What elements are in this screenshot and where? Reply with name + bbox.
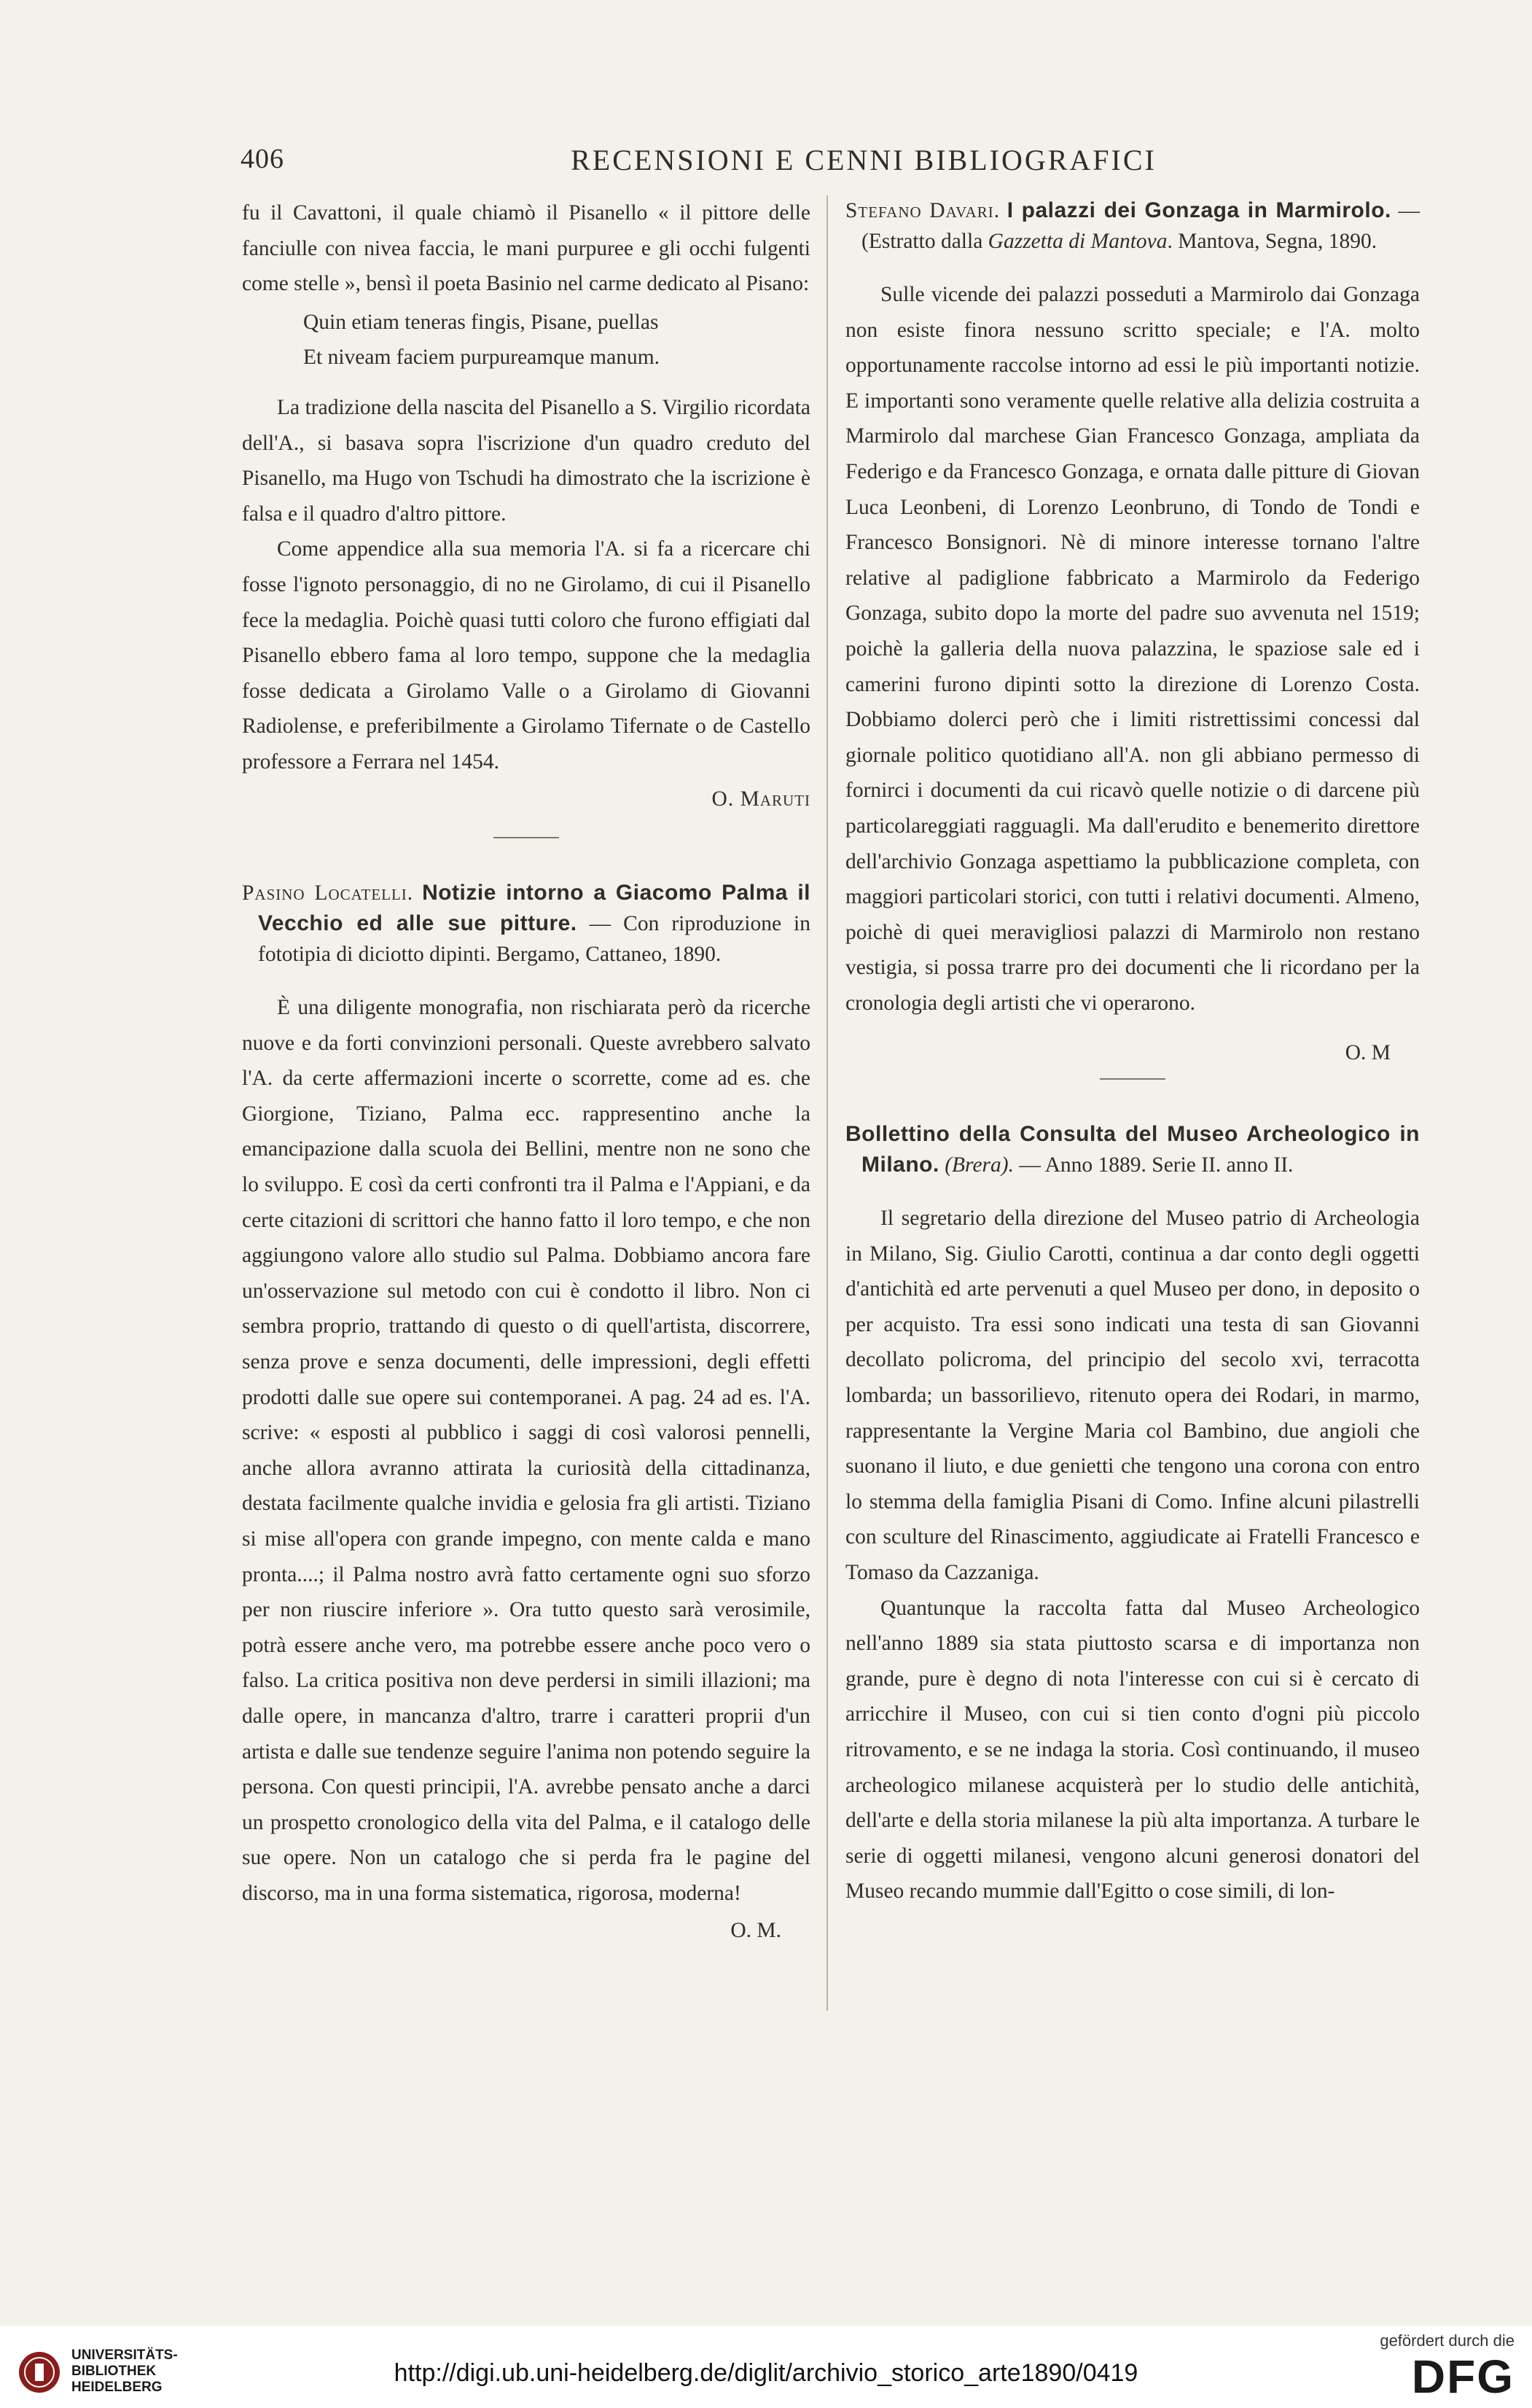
paragraph: La tradizione della nascita del Pisanello a S. Virgilio ricordata dell'A., si basava sopra l'iscrizione d'un quadro creduto del Pisanello, ma Hugo von Tschudi ha dimostrato che la iscrizione è falsa e il quadro d'altro pittore. xyxy=(242,395,810,526)
section-rule xyxy=(493,837,559,838)
library-name-line: UNIVERSITÄTS- xyxy=(71,2347,178,2363)
journal-subtitle: (Brera). xyxy=(945,1153,1014,1177)
paragraph: Il segretario della direzione del Museo patrio di Archeologia in Milano, Sig. Giulio Carotti, continua a dar conto degli oggetti d'antichità ed arte pervenuti a quel Museo per dono, in deposito o per acquisto. Tra essi sono indicati una testa di san Giovanni decollato policroma, del principio del secolo xvi, terracotta lombarda; un bassorilievo, ritenuto opera dei Rodari, in marmo, rappresentante la Vergine Maria col Bambino, due angioli che suonano il liuto, e due genietti che tengono una corona con entro lo stemma della famiglia Pisani di Como. Infine alcuni pilastrelli con sculture del Rinascimento, aggiudicate ai Fratelli Francesco e Tomaso da Cazzaniga. xyxy=(845,1207,1420,1584)
page-number: 406 xyxy=(241,144,284,174)
review-publication-info: . Mantova, Segna, 1890. xyxy=(1167,230,1377,253)
right-column xyxy=(845,195,1420,1909)
verse-quote xyxy=(242,305,810,375)
signature: O. M xyxy=(1345,1041,1391,1065)
dfg-logo: DFG xyxy=(1411,2350,1515,2403)
column-divider xyxy=(826,195,828,2011)
review-author: Stefano Davari. xyxy=(845,199,1001,222)
left-column xyxy=(242,195,810,1948)
review-title: I palazzi dei Gonzaga in Marmirolo. xyxy=(1007,198,1391,222)
review-heading xyxy=(242,878,810,970)
journal-title: Gazzetta di Mantova xyxy=(988,230,1168,253)
digitization-footer xyxy=(0,2326,1532,2408)
review-heading xyxy=(845,1119,1420,1180)
running-title: RECENSIONI E CENNI BIBLIOGRAFICI xyxy=(571,144,1157,176)
paragraph: fu il Cavattoni, il quale chiamò il Pisanello « il pittore delle fanciulle con nivea faccia, le mani purpuree e gli occhi fulgenti come stelle », bensì il poeta Basinio nel carme dedicato al Pisano: xyxy=(242,201,810,296)
paragraph: Quantunque la raccolta fatta dal Museo Archeologico nell'anno 1889 sia stata piuttosto scarsa e di importanza non grande, pure è degno di nota l'interesse con cui si è cercato di arricchire il Museo, con cui si tien conto d'ogni più piccolo ritrovamento, e se ne indaga la storia. Così continuando, il museo archeologico milanese acquisterà per lo studio delle antichità, dell'arte e della storia milanese la più alta importanza. A turbare le serie di oggetti milanesi, vengono alcuni generosi donatori del Museo recando mummie dall'Egitto o cose simili, di lon- xyxy=(845,1596,1420,1904)
signature: O. Maruti xyxy=(711,787,810,811)
paragraph: È una diligente monografia, non rischiarata però da ricerche nuove e da forti convinzioni personali. Queste avrebbero salvato l'A. da certe affermazioni incerte o scorrette, come ad es. che Giorgione, Tiziano, Palma ecc. rappresentino anche la emancipazione dalla scuola dei Bellini, mentre non ne sono che lo sviluppo. E così da certi confronti tra il Palma e l'Appiani, e da certe citazioni di scrittori che hanno fatto il loro tempo, e che non aggiungono valore allo studio sul Palma. Dobbiamo ancora fare un'osservazione sul metodo con cui è condotto il libro. Non ci sembra proprio, trattando di questo o di quell'artista, discorrere, senza prove e senza documenti, delle impressioni, degli effetti prodotti dalle sue opere sui contemporanei. A pag. 24 ad es. l'A. scrive: « esposti al pubblico i saggi di così valorosi pennelli, anche allora avranno attirata la curiosità della cittadinanza, destata facilmente qualche invidia e gelosia fra gli artisti. Tiziano si mise all'opera con grande impegno, con mente calda e mano pronta....; il Palma nostro avrà fatto certamente ogni suo sforzo per non riuscire inferiore ». Ora tutto questo sarà verosimile, potrà essere anche vero, ma potrebbe essere anche poco vero o falso. La critica positiva non deve perdersi in simili illazioni; ma dalle opere, in mancanza d'altro, trarre i caratteri proprii d'un artista e dalle sue tendenze seguire l'anima non potendo seguire la persona. Con questi principii, l'A. avrebbe pensato anche a darci un prospetto cronologico della vita del Palma, e il catalogo delle sue opere. Non un catalogo che si perda fra le pagine del discorso, ma in una forma sistematica, rigorosa, moderna! xyxy=(242,996,810,1905)
review-author: Pasino Locatelli. xyxy=(242,881,414,905)
review-title: Bollettino della Consulta del Museo Archeologico in Milano. xyxy=(845,1122,1420,1177)
library-name-line: HEIDELBERG xyxy=(71,2380,163,2395)
signature: O. M. xyxy=(730,1918,781,1942)
funded-by-label: gefördert durch die xyxy=(1380,2331,1515,2350)
review-publication-info: — (Estratto dalla xyxy=(861,199,1420,253)
paragraph: Sulle vicende dei palazzi posseduti a Marmirolo dai Gonzaga non esiste finora nessuno scritto speciale; e l'A. molto opportunamente raccolse intorno ad essi le più importanti notizie. E importanti sono veramente quelle relative alla delizia costruita a Marmirolo dal marchese Gian Francesco Gonzaga, ampliata da Federigo e da Francesco Gonzaga, e ornata dalle pitture di Giovan Luca Leonbeni, di Lorenzo Leonbruno, di Tondo de Tondi e Francesco Bonsignori. Nè di minore interesse tornano l'altre relative al padiglione fabbricato a Marmirolo da Federigo Gonzaga, subito dopo la morte del padre suo avvenuta nel 1519; poichè la galleria della nuova palazzina, le spaziose sale ed i camerini furono dipinti sotto la direzione di Lorenzo Costa. Dobbiamo dolerci però che i limiti ristrettissimi concessi dal giornale politico quotidiano all'A. non gli abbiano permesso di fornirci i documenti da cui ricavò quelle notizie o di darcene più particolareggiati ragguagli. Ma dall'erudito e benemerito direttore dell'archivio Gonzaga aspettiamo la pubblicazione completa, con maggiori particolari storici, con tutti i relativi documenti. Almeno, poichè di quei meravigliosi palazzi di Marmirolo non restano vestigia, si possa trarre pro dei documenti che li ricordano per la cronologia degli artisti che vi operarono. xyxy=(845,283,1420,1015)
page-header xyxy=(241,143,1407,187)
verse-line: Et niveam faciem purpureamque manum. xyxy=(303,346,660,370)
library-name-line: BIBLIOTHEK xyxy=(71,2364,157,2379)
review-heading xyxy=(845,195,1420,257)
verse-line: Quin etiam teneras fingis, Pisane, puellas xyxy=(303,310,659,334)
review-title: Notizie intorno a Giacomo Palma il Vecchio ed alle sue pitture. xyxy=(258,881,811,936)
review-publication-info: — Anno 1889. Serie II. anno II. xyxy=(1019,1153,1294,1177)
review-publication-info: — Con riproduzione in fototipia di diciotto dipinti. Bergamo, Cattaneo, 1890. xyxy=(258,912,810,967)
paragraph: Come appendice alla sua memoria l'A. si fa a ricercare chi fosse l'ignoto personaggio, di no ne Girolamo, di cui il Pisanello fece la medaglia. Poichè quasi tutti coloro che furono effigiati dal Pisanello ebbero fama al loro tempo, suppone che la medaglia fosse dedicata a Girolamo Valle o a Girolamo di Giovanni Radiolense, e preferibilmente a Girolamo Tifernate o de Castello professore a Ferrara nel 1454. xyxy=(242,537,810,774)
section-rule xyxy=(1100,1078,1165,1080)
source-url-link[interactable]: http://digi.ub.uni-heidelberg.de/diglit/archivio_storico_arte1890/0419 xyxy=(394,2359,1138,2387)
